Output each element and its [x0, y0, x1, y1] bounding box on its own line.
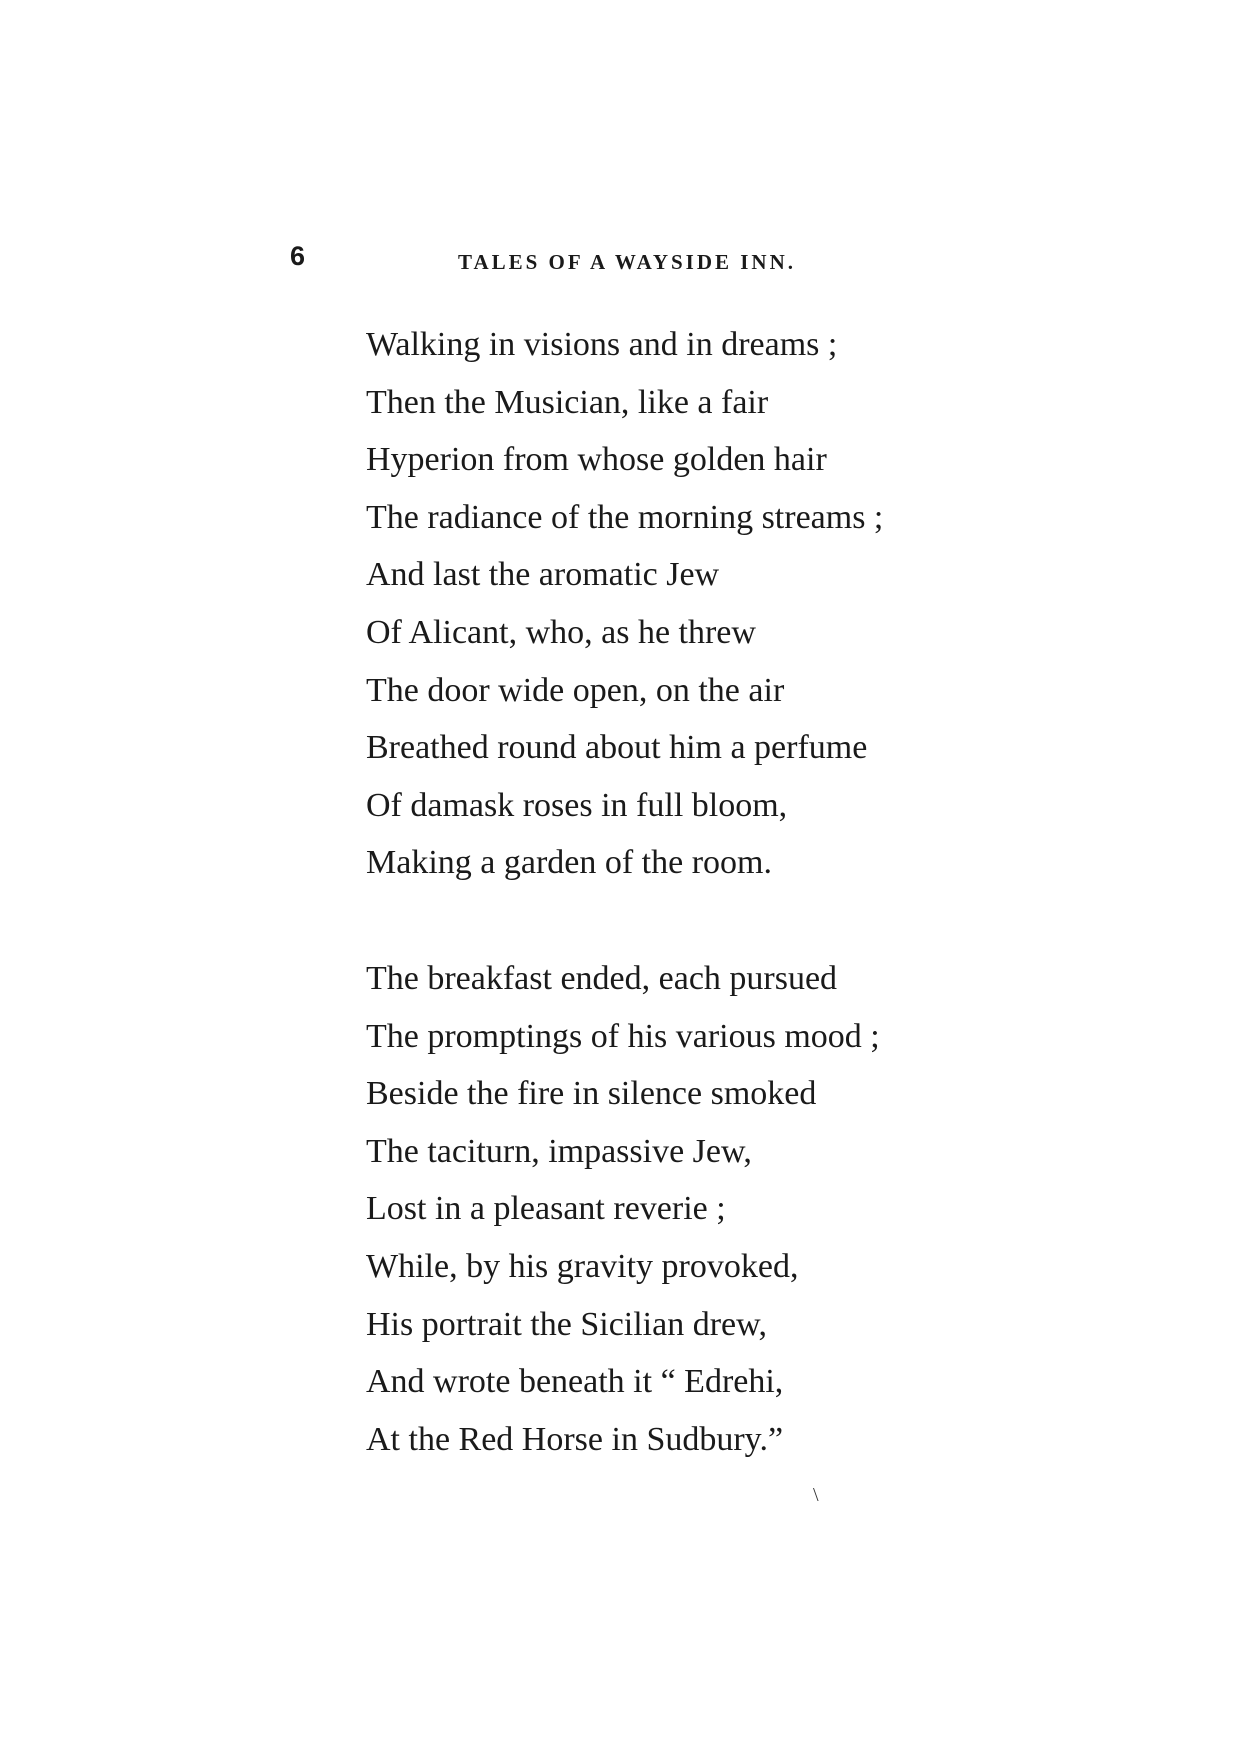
verse-line: Of damask roses in full bloom,	[366, 786, 788, 824]
verse-line: Breathed round about him a perfume	[366, 729, 868, 767]
verse-line: The promptings of his various mood ;	[366, 1017, 880, 1055]
verse-line: His portrait the Sicilian drew,	[366, 1305, 767, 1343]
verse-line: While, by his gravity provoked,	[366, 1247, 799, 1285]
verse-line: Then the Musician, like a fair	[366, 383, 769, 421]
verse-line: The door wide open, on the air	[366, 671, 785, 709]
page-number: 6	[290, 241, 306, 271]
verse-line: The taciturn, impassive Jew,	[366, 1132, 752, 1170]
verse-line: The breakfast ended, each pursued	[366, 960, 838, 997]
verse-line: Making a garden of the room.	[366, 844, 772, 882]
running-title: TALES OF A WAYSIDE INN.	[458, 250, 797, 274]
stray-ink-mark: \	[813, 1484, 819, 1506]
stanza	[366, 316, 883, 892]
verse-line: At the Red Horse in Sudbury.”	[366, 1420, 784, 1458]
verse-line: Beside the fire in silence smoked	[366, 1075, 817, 1113]
verse-line: Walking in visions and in dreams ;	[366, 326, 838, 363]
verse-line: And last the aromatic Jew	[366, 556, 720, 594]
verse-line: Hyperion from whose golden hair	[366, 441, 827, 479]
verse-line: Of Alicant, who, as he threw	[366, 613, 756, 651]
verse-line: And wrote beneath it “ Edrehi,	[366, 1363, 784, 1401]
verse-line: The radiance of the morning streams ;	[366, 498, 884, 536]
verse-line: Lost in a pleasant reverie ;	[366, 1190, 726, 1228]
stanza	[366, 950, 880, 1468]
